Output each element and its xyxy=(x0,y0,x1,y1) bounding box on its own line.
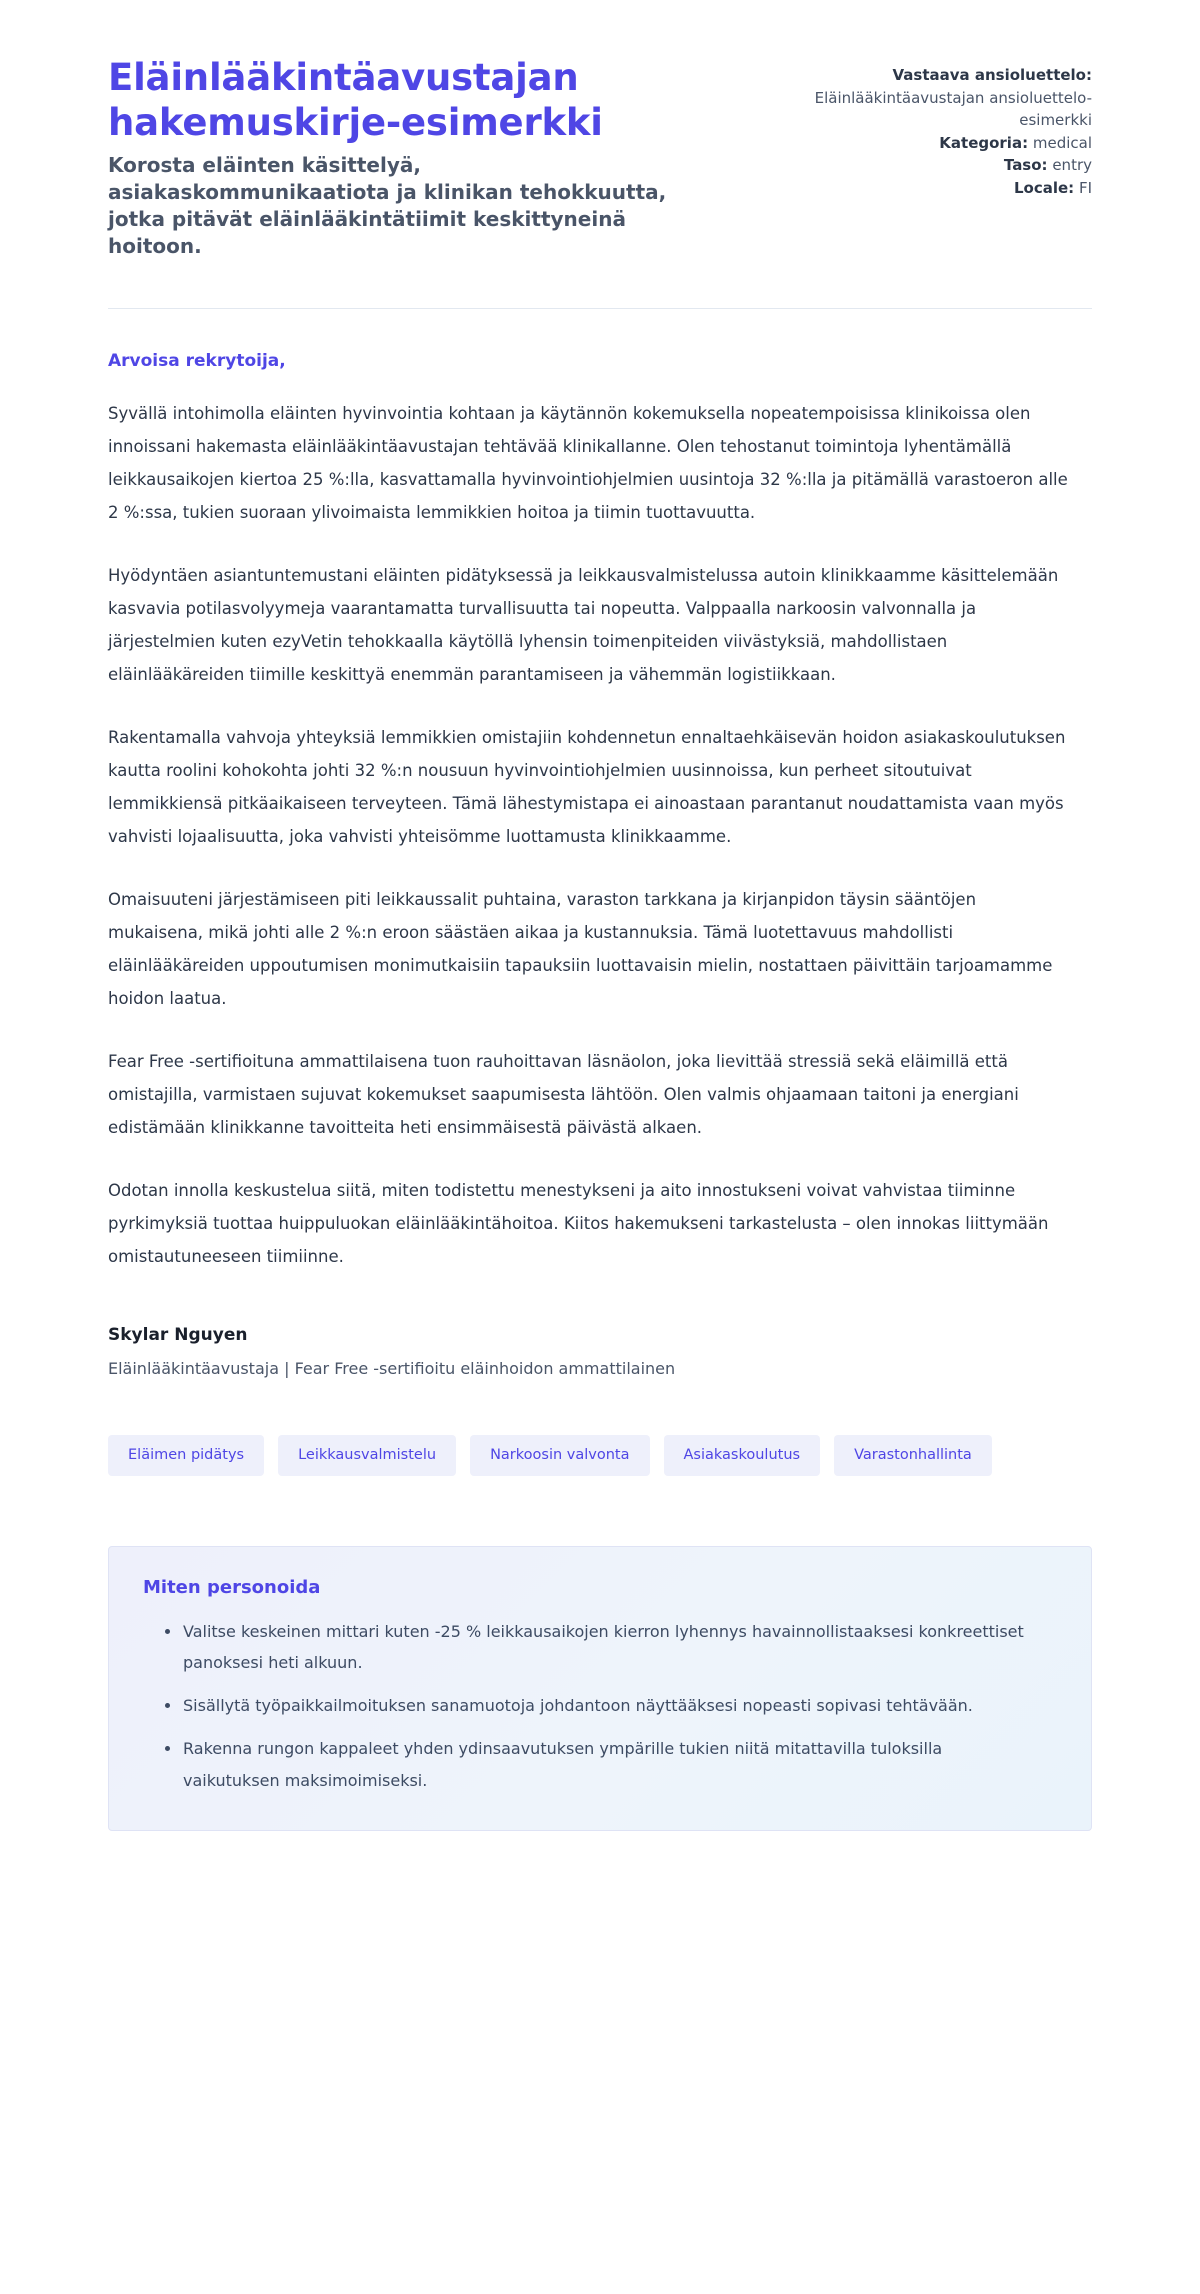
meta-level xyxy=(748,154,1092,177)
document-header xyxy=(108,0,1092,260)
callout-tip-list xyxy=(143,1616,1057,1796)
cover-letter-body xyxy=(108,309,1092,1273)
letter-paragraph: Hyödyntäen asiantuntemustani eläinten pidätyksessä ja leikkausvalmistelussa autoin klinikkaamme käsittelemään kasvavia potilasvolyymeja vaarantamatta turvallisuutta tai nopeutta. Valppaalla narkoosin valvonnalla ja järjestelmien kuten ezyVetin tehokkaalla käytöllä lyhensin toimenpiteiden viivästyksiä, mahdollistaen eläinlääkäreiden tiimille keskittyä enemmän parantamiseen ja vähemmän logistiikkaan. xyxy=(108,566,1059,685)
salutation: Arvoisa rekrytoija, xyxy=(108,351,286,372)
meta-related-resume-value: Eläinlääkintäavustajan ansioluettelo-esimerkki xyxy=(814,88,1092,129)
personalization-callout xyxy=(108,1546,1092,1831)
letter-paragraph: Rakentamalla vahvoja yhteyksiä lemmikkien omistajiin kohdennetun ennaltaehkäisevän hoidon asiakaskoulutuksen kautta roolini kohokohta johti 32 %:n nousuun hyvinvointiohjelmien uusinnoissa, kun perheet sitoutuivat lemmikkiensä pitkäaikaiseen terveyteen. Tämä lähestymistapa ei ainoastaan parantanut noudattamista vaan myös vahvisti lojaalisuutta, joka vahvisti yhteisömme luottamusta klinikkaamme. xyxy=(108,728,1066,847)
skill-tag[interactable]: Leikkausvalmistelu xyxy=(278,1435,456,1476)
signature-name: Skylar Nguyen xyxy=(108,1325,248,1346)
meta-locale-value: FI xyxy=(1078,178,1092,197)
meta-related-resume-label: Vastaava ansioluettelo: xyxy=(892,66,1092,84)
skill-tag[interactable]: Asiakaskoulutus xyxy=(664,1435,821,1476)
meta-related-resume xyxy=(748,64,1092,132)
skill-tag-list xyxy=(108,1381,1092,1476)
skill-tag[interactable]: Eläimen pidätys xyxy=(108,1435,264,1476)
page-subtitle: Korosta eläinten käsittelyä, asiakaskommunikaatiota ja klinikan tehokkuutta, jotka pitävät eläinlääkintätiimit keskittyneinä hoitoon. xyxy=(108,152,667,259)
callout-tip-item: Rakenna rungon kappaleet yhden ydinsaavutuksen ympärille tukien niitä mitattavilla tuloksilla vaikutuksen maksimoimiseksi. xyxy=(165,1733,1043,1795)
meta-level-value: entry xyxy=(1052,156,1092,174)
header-title-block xyxy=(108,56,708,260)
meta-category xyxy=(748,132,1092,155)
meta-category-label: Kategoria: xyxy=(939,133,1029,152)
callout-tip-item: Valitse keskeinen mittari kuten -25 % leikkausaikojen kierron lyhennys havainnollistaaksesi konkreettiset panoksesi heti alkuun. xyxy=(165,1616,1043,1678)
letter-paragraph: Omaisuuteni järjestämiseen piti leikkaussalit puhtaina, varaston tarkkana ja kirjanpidon täysin sääntöjen mukaisena, mikä johti alle 2 %:n eroon säästäen aikaa ja kustannuksia. Tämä luotettavuus mahdollisti eläinlääkäreiden uppoutumisen monimutkaisiin tapauksiin luottavaisin mielin, nostattaen päivittäin tarjoamamme hoidon laatua. xyxy=(108,890,1053,1009)
callout-tip-item: Sisällytä työpaikkailmoituksen sanamuotoja johdantoon näyttääksesi nopeasti sopivasi tehtävään. xyxy=(165,1690,1043,1721)
meta-level-label: Taso: xyxy=(1003,156,1048,174)
meta-locale-label: Locale: xyxy=(1013,178,1075,197)
letter-paragraph: Odotan innolla keskustelua siitä, miten todistettu menestykseni ja aito innostukseni voivat vahvistaa tiiminne pyrkimyksiä tuottaa huippuluokan eläinlääkintähoitoa. Kiitos hakemukseni tarkastelusta – olen innokas liittymään omistautuneeseen tiimiinne. xyxy=(108,1181,1049,1267)
meta-locale xyxy=(748,177,1092,200)
document-metadata xyxy=(748,56,1092,199)
page-title: Eläinlääkintäavustajan hakemuskirje-esimerkki xyxy=(108,56,603,144)
meta-category-value: medical xyxy=(1032,133,1092,152)
letter-paragraph: Syvällä intohimolla eläinten hyvinvointia kohtaan ja käytännön kokemuksella nopeatempoisissa klinikoissa olen innoissani hakemasta eläinlääkintäavustajan tehtävää klinikallanne. Olen tehostanut toimintoja lyhentämällä leikkausaikojen kiertoa 25 %:lla, kasvattamalla hyvinvointiohjelmien uusintoja 32 %:lla ja pitämällä varastoeron alle 2 %:ssa, tukien suoraan ylivoimaista lemmikkien hoitoa ja tiimin tuottavuutta. xyxy=(108,404,1068,523)
callout-title: Miten personoida xyxy=(143,1576,321,1598)
signature-role: Eläinlääkintäavustaja | Fear Free -sertifioitu eläinhoidon ammattilainen xyxy=(108,1359,676,1379)
skill-tag[interactable]: Narkoosin valvonta xyxy=(470,1435,649,1476)
signature-block xyxy=(108,1303,1092,1381)
skill-tag[interactable]: Varastonhallinta xyxy=(834,1435,992,1476)
letter-paragraph: Fear Free -sertifioituna ammattilaisena tuon rauhoittavan läsnäolon, joka lievittää stressiä sekä eläimillä että omistajilla, varmistaen sujuvat kokemukset saapumisesta lähtöön. Olen valmis ohjaamaan taitoni ja energiani edistämään klinikkanne tavoitteita heti ensimmäisestä päivästä alkaen. xyxy=(108,1052,1019,1138)
